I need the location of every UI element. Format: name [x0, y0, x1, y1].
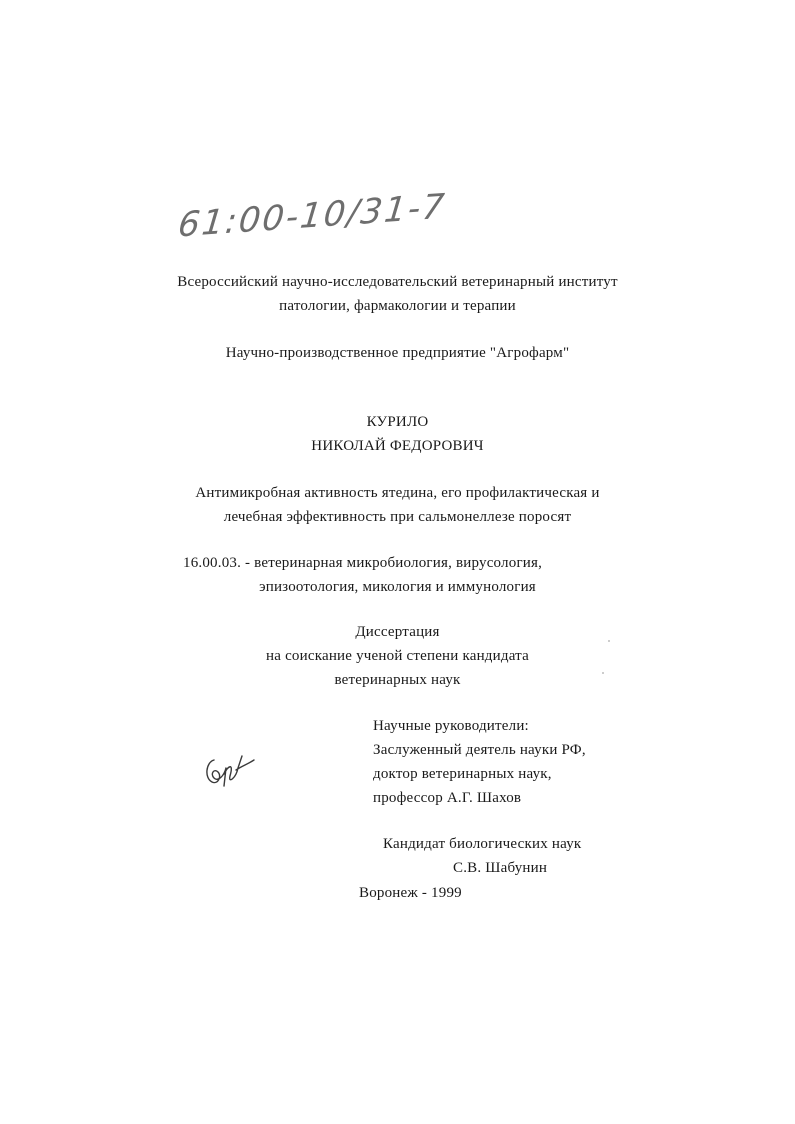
enterprise-name: Научно-производственное предприятие "Агрофарм" [225, 345, 570, 361]
supervisor-2-degree: Кандидат биологических наук [383, 836, 582, 852]
dissertation-title-line-2: лечебная эффективность при сальмонеллезе поросят [223, 509, 572, 525]
supervisors-heading: Научные руководители: [373, 718, 529, 734]
place-year: Воронеж - 1999 [359, 885, 462, 901]
author-surname: КУРИЛО [366, 414, 429, 430]
supervisor-2-name: С.В. Шабунин [453, 860, 548, 876]
degree-line-3: ветеринарных наук [334, 672, 461, 688]
specialty-line-2: эпизоотология, микология и иммунология [259, 579, 536, 595]
signature-icon [200, 752, 256, 792]
supervisor-1-title: Заслуженный деятель науки РФ, [373, 742, 586, 758]
supervisor-1-name: профессор А.Г. Шахов [373, 790, 522, 806]
degree-line-1: Диссертация [355, 624, 440, 640]
archive-mark: 61:00-10/31-7 [176, 186, 448, 246]
institute-line-1: Всероссийский научно-исследовательский ветеринарный институт [177, 274, 618, 290]
specialty-line-1: 16.00.03. - ветеринарная микробиология, вирусология, [183, 555, 543, 571]
dissertation-title-line-1: Антимикробная активность ятедина, его профилактическая и [195, 485, 600, 501]
scan-speck [608, 640, 610, 642]
supervisor-1-degree: доктор ветеринарных наук, [373, 766, 552, 782]
scan-speck [602, 672, 604, 674]
author-name: НИКОЛАЙ ФЕДОРОВИЧ [311, 438, 484, 454]
degree-line-2: на соискание ученой степени кандидата [266, 648, 529, 664]
institute-line-2: патологии, фармакологии и терапии [279, 298, 516, 314]
